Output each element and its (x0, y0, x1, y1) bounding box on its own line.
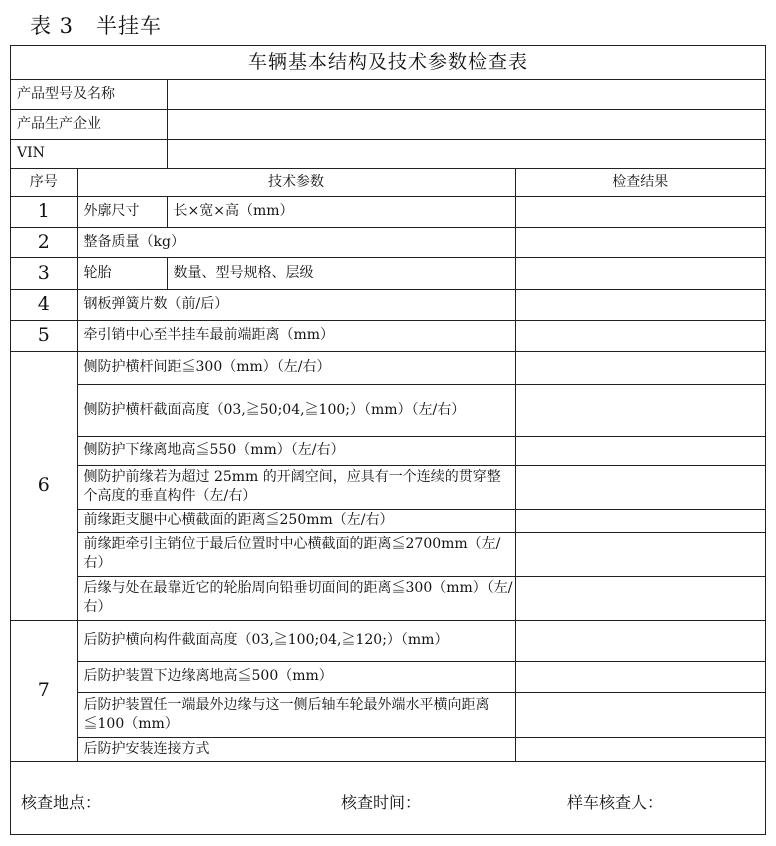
row-5-result[interactable] (515, 320, 765, 351)
row-7-sub-4: 后防护安装连接方式 (77, 737, 515, 761)
row-4-text: 钢板弹簧片数（前/后） (77, 289, 515, 320)
manufacturer-value[interactable] (167, 109, 765, 139)
header-params: 技术参数 (77, 168, 515, 196)
row-7-sub-1-result[interactable] (515, 620, 765, 661)
model-name-value[interactable] (167, 79, 765, 109)
row-6-sub-5: 前缘距支腿中心横截面的距离≦250mm（左/右） (77, 509, 515, 532)
row-3-number: 3 (11, 257, 77, 289)
row-6-sub-7: 后缘与处在最靠近它的轮胎周向铅垂切面间的距离≦300（mm）（左/右） (77, 576, 515, 620)
row-4-result[interactable] (515, 289, 765, 320)
row-2-result[interactable] (515, 227, 765, 257)
row-6-sub-7-result[interactable] (515, 576, 765, 620)
sheet-title: 车辆基本结构及技术参数检查表 (11, 46, 765, 79)
manufacturer-label: 产品生产企业 (11, 109, 167, 139)
table-heading (30, 10, 184, 40)
table-number: 表 3 (30, 14, 75, 38)
inspector-label: 样车核查人： (567, 793, 664, 812)
row-5-number: 5 (11, 320, 77, 351)
row-3-result[interactable] (515, 257, 765, 289)
row-2-text: 整备质量（kg） (77, 227, 515, 257)
sheet-footer (11, 764, 765, 834)
row-1-number: 1 (11, 196, 77, 227)
row-7-sub-3: 后防护装置任一端最外边缘与这一侧后轴车轮最外端水平横向距离≦100（mm） (77, 692, 515, 737)
row-7-sub-2: 后防护装置下边缘离地高≦500（mm） (77, 661, 515, 692)
row-6-sub-1: 侧防护横杆间距≦300（mm）（左/右） (77, 351, 515, 384)
row-7-sub-3-result[interactable] (515, 692, 765, 737)
row-6-sub-2: 侧防护横杆截面高度（03,≧50;04,≧100;）（mm）（左/右） (77, 384, 515, 436)
vin-label: VIN (11, 139, 167, 168)
row-1-label: 外廓尺寸 (77, 196, 167, 227)
row-3-label: 轮胎 (77, 257, 167, 289)
row-6-sub-4: 侧防护前缘若为超过 25mm 的开阔空间，应具有一个连续的贯穿整个高度的垂直构件（左/右） (77, 465, 515, 509)
row-4-number: 4 (11, 289, 77, 320)
row-6-sub-6-result[interactable] (515, 532, 765, 576)
row-6-sub-3-result[interactable] (515, 436, 765, 465)
row-6-number: 6 (11, 351, 77, 620)
row-1-detail: 长×宽×高（mm） (167, 196, 515, 227)
row-7-sub-4-result[interactable] (515, 737, 765, 761)
row-7-sub-1: 后防护横向构件截面高度（03,≧100;04,≧120;）（mm） (77, 620, 515, 661)
header-result: 检查结果 (515, 168, 765, 196)
row-7-number: 7 (11, 620, 77, 761)
row-1-result[interactable] (515, 196, 765, 227)
row-5-text: 牵引销中心至半挂车最前端距离（mm） (77, 320, 515, 351)
row-2-number: 2 (11, 227, 77, 257)
row-6-sub-6: 前缘距牵引主销位于最后位置时中心横截面的距离≦2700mm（左/右） (77, 532, 515, 576)
row-6-sub-2-result[interactable] (515, 384, 765, 436)
inspection-sheet (10, 45, 766, 835)
inspection-place-label: 核查地点： (21, 793, 102, 812)
model-name-label: 产品型号及名称 (11, 79, 167, 109)
inspection-time-label: 核查时间： (341, 793, 422, 812)
row-6-sub-5-result[interactable] (515, 509, 765, 532)
row-7-sub-2-result[interactable] (515, 661, 765, 692)
header-seq: 序号 (11, 168, 77, 196)
inspection-table (11, 46, 765, 762)
row-3-detail: 数量、型号规格、层级 (167, 257, 515, 289)
table-name: 半挂车 (96, 14, 163, 38)
row-6-sub-4-result[interactable] (515, 465, 765, 509)
vin-value[interactable] (167, 139, 765, 168)
row-6-sub-1-result[interactable] (515, 351, 765, 384)
row-6-sub-3: 侧防护下缘离地高≦550（mm）（左/右） (77, 436, 515, 465)
